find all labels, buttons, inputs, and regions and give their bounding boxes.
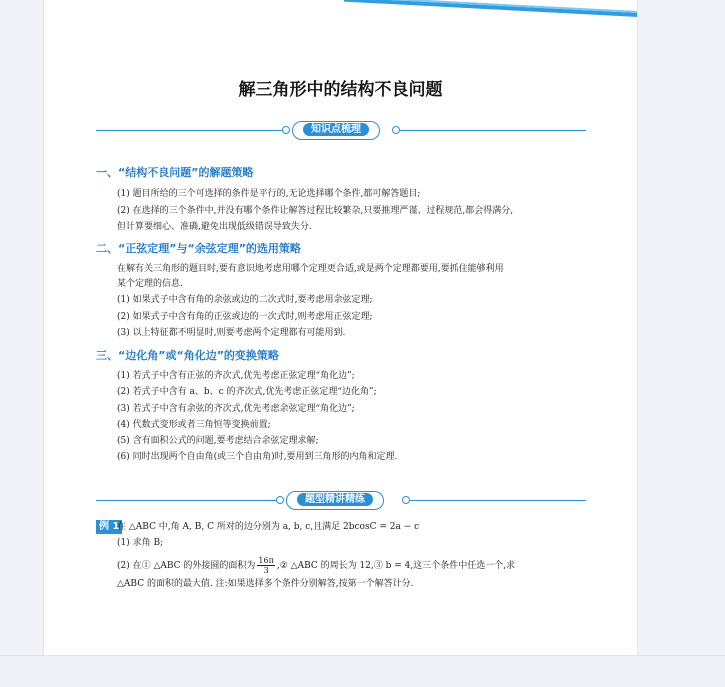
example-question-2-cont: △ABC 的面积的最大值. 注:如果选择多个条件分别解答,按第一个解答计分. xyxy=(117,579,414,589)
knowledge-badge-label: 知识点梳理 xyxy=(303,123,369,136)
part1-line-1: (1) 题目所给的三个可选择的条件是平行的,无论选择哪个条件,都可解答题目; xyxy=(117,189,421,199)
heading-part2: 二、“正弦定理”与“余弦定理”的选用策略 xyxy=(96,242,301,255)
section-divider-knowledge xyxy=(96,124,586,138)
part3-line-2: (2) 若式子中含有 a、b、c 的齐次式,优先考虑正弦定理“边化角”; xyxy=(117,387,377,397)
part3-line-3: (3) 若式子中含有余弦的齐次式,优先考虑余弦定理“角化边”; xyxy=(117,404,355,414)
fraction-numerator: 16π xyxy=(258,556,274,565)
example-question-2 xyxy=(117,556,515,575)
heading-part3: 三、“边化角”或“角化边”的变换策略 xyxy=(96,349,279,362)
heading-part1: 一、“结构不良问题”的解题策略 xyxy=(96,166,254,179)
part3-line-1: (1) 若式子中含有正弦的齐次式,优先考虑正弦定理“角化边”; xyxy=(117,371,355,381)
example-stem: 在 △ABC 中,角 A, B, C 所对的边分别为 a, b, c,且满足 2bcosC = 2a − c xyxy=(117,522,420,532)
q2-text-after: ,② △ABC 的周长为 12,③ b = 4,这三个条件中任选一个,求 xyxy=(276,561,516,571)
part1-line-3: 但计算要细心、准确,避免出现低级错误导致失分. xyxy=(117,222,312,232)
part2-line-5: (3) 以上特征都不明显时,则要考虑两个定理都有可能用到. xyxy=(117,328,346,338)
part3-line-6: (6) 同时出现两个自由角(或三个自由角)时,要用到三角形的内角和定理. xyxy=(117,452,398,462)
example-question-1: (1) 求角 B; xyxy=(117,538,164,548)
divider-dot xyxy=(276,496,284,504)
part1-line-2: (2) 在选择的三个条件中,并没有哪个条件让解答过程比较繁杂,只要推理严谨、过程规范,都会得满分, xyxy=(117,206,514,216)
section-divider-examples xyxy=(96,494,586,508)
examples-badge-label: 题型精讲精练 xyxy=(297,493,373,506)
divider-dot xyxy=(282,126,290,134)
viewer-bottom-bar xyxy=(0,655,725,687)
document-page xyxy=(43,0,638,655)
knowledge-badge xyxy=(292,121,380,140)
examples-badge xyxy=(286,491,384,510)
part2-line-1: 在解有关三角形的题目时,要有意识地考虑用哪个定理更合适,或是两个定理都要用,要抓住能够利用 xyxy=(117,264,504,274)
divider-dot xyxy=(402,496,410,504)
divider-dot xyxy=(392,126,400,134)
q2-text-before: (2) 在① △ABC 的外接圆的面积为 xyxy=(117,561,256,571)
part2-line-4: (2) 如果式子中含有角的正弦或边的一次式时,则考虑用正弦定理; xyxy=(117,312,373,322)
part3-line-5: (5) 含有面积公式的问题,要考虑结合余弦定理求解; xyxy=(117,436,319,446)
fraction xyxy=(257,556,274,575)
part3-line-4: (4) 代数式变形或者三角恒等变换前置; xyxy=(117,420,271,430)
part2-line-2: 某个定理的信息. xyxy=(117,279,183,289)
part2-line-3: (1) 如果式子中含有角的余弦或边的二次式时,要考虑用余弦定理; xyxy=(117,295,373,305)
page-title: 解三角形中的结构不良问题 xyxy=(238,80,443,100)
example-tag: 例 1 xyxy=(96,520,122,534)
fraction-denominator: 3 xyxy=(263,566,269,575)
